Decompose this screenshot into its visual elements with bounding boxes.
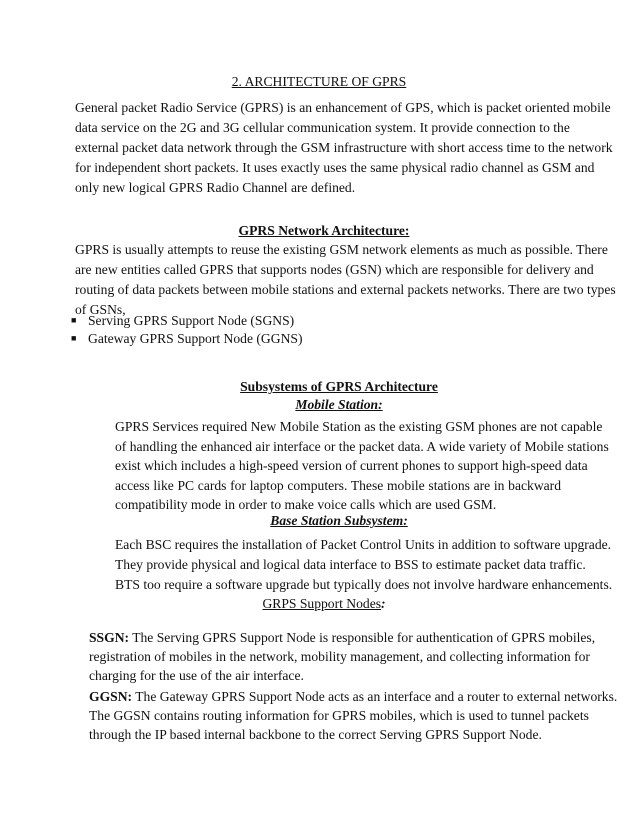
sgsn-line: registration of mobiles in the network, mobility management, and collecting information for [89, 649, 590, 664]
bss-line: BTS too require a software upgrade but typically does not involve hardware enhancements. [115, 577, 613, 592]
mobile-station-paragraph [115, 417, 609, 515]
network-line: of GSNs, [75, 302, 126, 317]
intro-line: external packet data network through the GSM infrastructure with short access time to the network [75, 140, 613, 155]
bss-paragraph [115, 535, 613, 595]
mobile-station-line: GPRS Services required New Mobile Station as the existing GSM phones are not capable [115, 419, 603, 434]
bss-line: They provide physical and logical data interface to BSS to estimate packet data traffic. [115, 557, 586, 572]
intro-paragraph [75, 98, 613, 198]
network-architecture-heading: GPRS Network Architecture: [238, 223, 410, 238]
intro-line: General packet Radio Service (GPRS) is an enhancement of GPS, which is packet oriented mobile [75, 100, 611, 115]
mobile-station-heading: Mobile Station: [295, 397, 383, 412]
network-line: GPRS is usually attempts to reuse the existing GSM network elements as much as possible. There [75, 242, 608, 257]
mobile-station-line: of handling the enhanced air interface or the packet data. A wide variety of Mobile stations [115, 438, 609, 454]
ggsn-term: GGSN: [89, 689, 133, 704]
network-line: are new entities called GPRS that supports nodes (GSN) which are responsible for delivery and [75, 262, 594, 277]
bullet-text: Serving GPRS Support Node (SGNS) [88, 313, 295, 328]
bullet-square-icon: ■ [71, 315, 77, 325]
sgsn-line: charging for the use of the air interface. [89, 668, 304, 683]
mobile-station-line: access like PC cards for laptop computers. These mobile stations are in backward [115, 477, 561, 493]
intro-line: only new logical GPRS Radio Channel are defined. [75, 180, 356, 195]
support-nodes-heading-text: GRPS Support Nodes [262, 596, 382, 611]
ggsn-line: through the IP based internal backbone to the correct Serving GPRS Support Node. [89, 727, 542, 742]
ggsn-definition [89, 687, 618, 744]
ggsn-line-text: The Gateway GPRS Support Node acts as an interface and a router to external networks. [132, 689, 618, 704]
bullet-square-icon: ■ [71, 333, 77, 343]
sgsn-line-text: The Serving GPRS Support Node is responsible for authentication of GPRS mobiles, [129, 630, 596, 645]
bss-line: Each BSC requires the installation of Packet Control Units in addition to software upgrade. [115, 537, 612, 552]
ggsn-line: The GGSN contains routing information for GPRS mobiles, which is used to tunnel packets [89, 708, 589, 723]
bullet-text: Gateway GPRS Support Node (GGNS) [88, 331, 303, 346]
support-nodes-heading [5, 594, 638, 614]
network-paragraph [75, 240, 616, 320]
support-nodes-heading-colon: : [381, 596, 386, 611]
bullet-item-ggsn [71, 328, 302, 349]
mobile-station-line: exist which includes a high-speed version of current phones to support high-speed data [115, 458, 588, 474]
sgsn-term: SSGN: [89, 630, 130, 645]
subsystems-heading: Subsystems of GPRS Architecture [240, 379, 438, 394]
intro-line: for independent short packets. It uses exactly uses the same physical radio channel as GSM and [75, 160, 595, 175]
ggsn-line [89, 687, 618, 706]
network-line: routing of data packets between mobile stations and external packets networks. There are two types [75, 282, 616, 297]
sgsn-line [89, 628, 596, 647]
sgsn-definition [89, 628, 596, 685]
section-heading: 2. ARCHITECTURE OF GPRS [231, 74, 407, 89]
bss-heading: Base Station Subsystem: [270, 513, 408, 528]
intro-line: data service on the 2G and 3G cellular communication system. It provide connection to the [75, 120, 570, 135]
mobile-station-line: compatibility mode in order to make voice calls which are used GSM. [115, 497, 497, 513]
